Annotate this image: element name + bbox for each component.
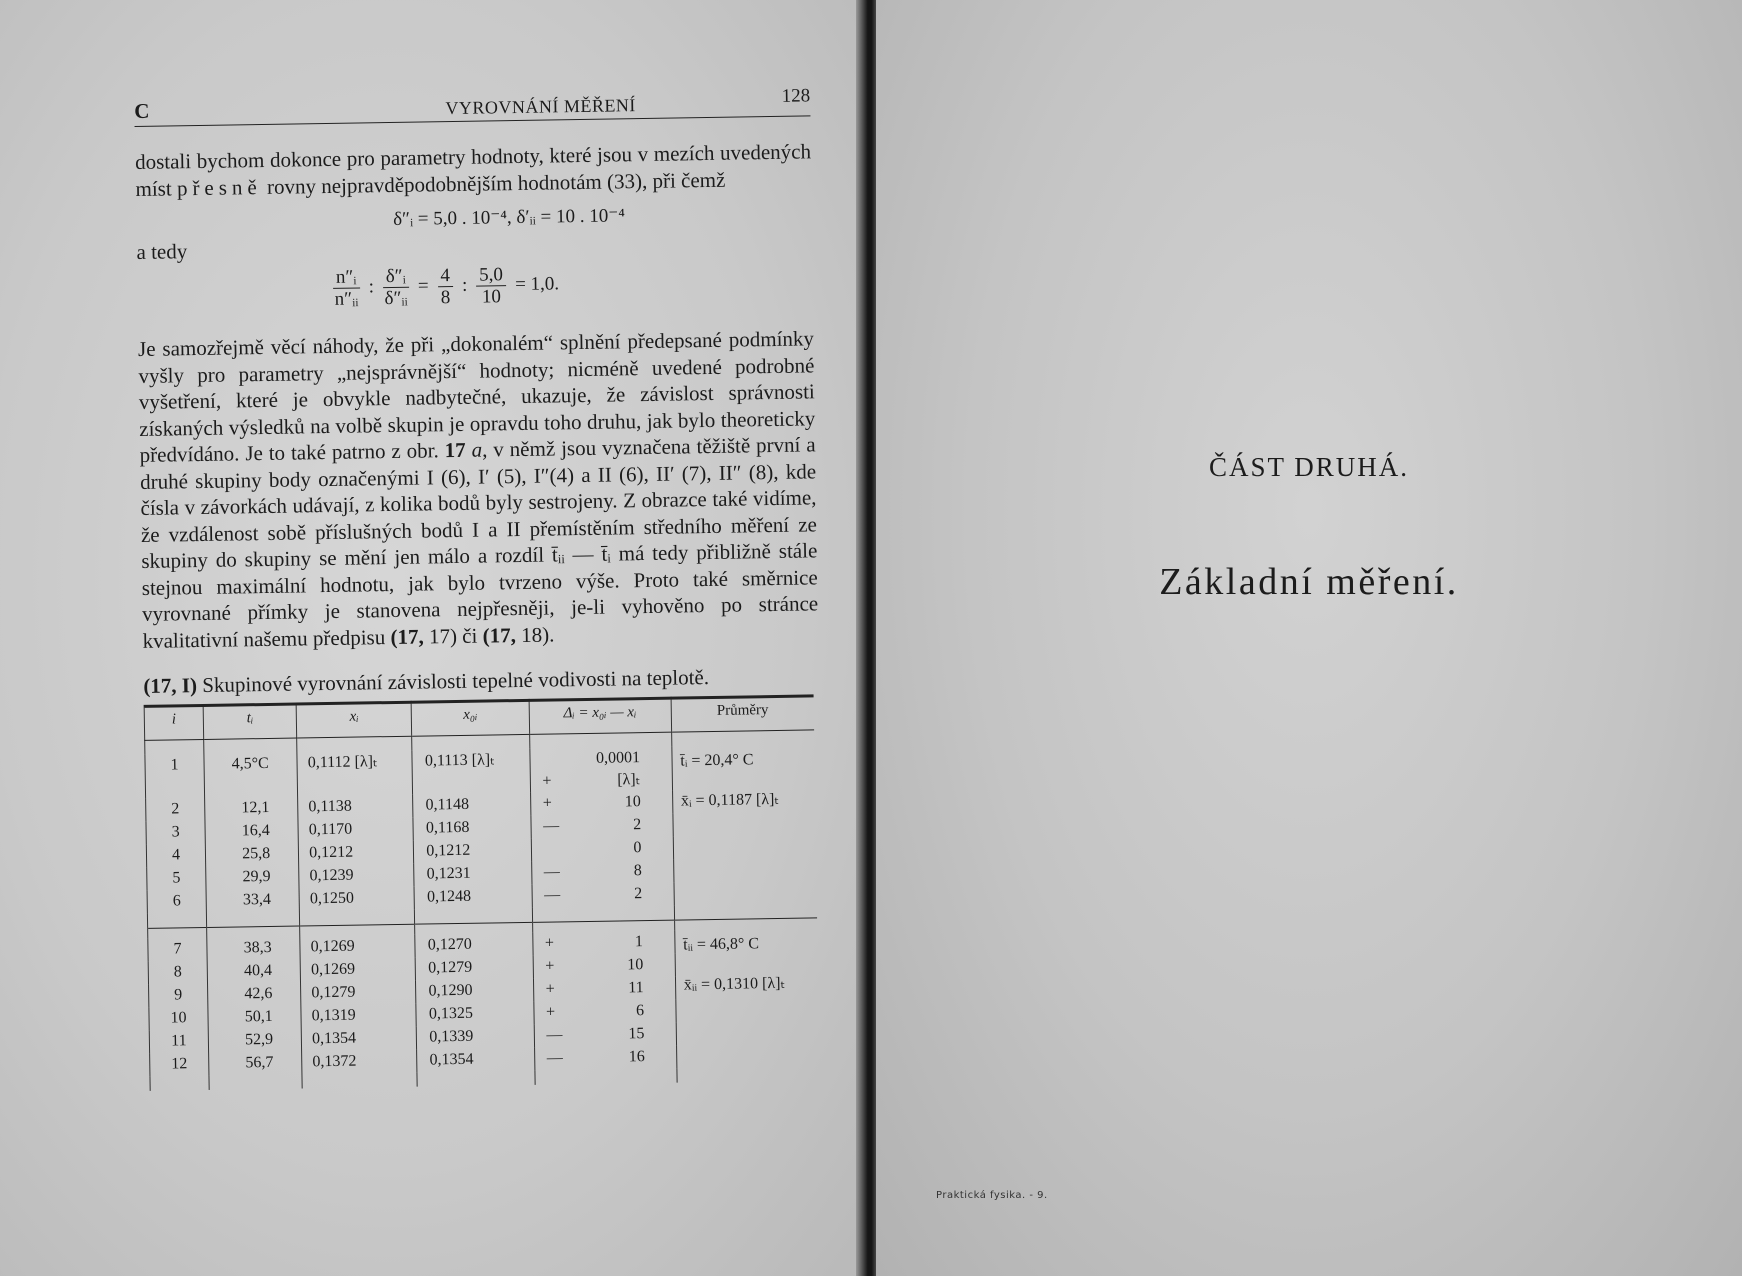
delta-value: 16 xyxy=(628,1048,645,1066)
header-averages: Průměry xyxy=(671,696,814,732)
delta-sign: — xyxy=(542,817,560,835)
delta-value: 11 xyxy=(628,979,644,997)
fraction-delta-numerator: δ″ᵢ xyxy=(383,265,409,287)
section-letter: C xyxy=(134,98,150,123)
cell-x0: 0,1212 xyxy=(414,839,532,864)
cell-x: 0,1269 xyxy=(300,935,416,960)
header-i: i xyxy=(144,705,204,740)
cell-t: 12,1 xyxy=(205,797,298,821)
cell-t: 25,8 xyxy=(205,843,298,867)
cell-x0: 0,1279 xyxy=(416,956,534,981)
delta-sign: — xyxy=(544,886,561,904)
cell-i: 9 xyxy=(149,984,208,1008)
data-table xyxy=(144,694,820,1090)
paragraph-1-end: rovny nejpravděpodobnějším hodnotám (33), při čemž xyxy=(266,167,726,199)
cell-x: 0,1212 xyxy=(299,841,415,866)
cell-delta xyxy=(533,977,676,1002)
cell-i: 12 xyxy=(150,1053,209,1077)
cell-i: 1 xyxy=(145,754,205,799)
cell-delta xyxy=(532,931,675,956)
cell-t: 56,7 xyxy=(209,1051,302,1075)
group1-averages xyxy=(672,744,817,905)
cell-x0: 0,1290 xyxy=(416,979,534,1004)
cell-x: 0,1354 xyxy=(301,1027,417,1052)
paragraph-2-start: Je samozřejmě věcí náhody, že při „dokonalém“ splnění předepsané podmínky vyšly pro parametry „nejsprávnější“ hodnoty; nicméně uvedené podrobné vyšetření, které je obvykle nadbytečné, ukazuje, že závislost správnosti získaných výsledků na volbě skupin je opravdu toho druhu, jak bylo theoreticky předvídáno. Je to také patrno z obr. xyxy=(137,326,816,467)
cell-x: 0,1112 [λ]ₜ xyxy=(297,751,413,797)
cell-i: 10 xyxy=(149,1007,208,1031)
cell-x0: 0,1113 [λ]ₜ xyxy=(412,749,530,795)
paragraph-1-emphasis: přesně xyxy=(176,174,262,200)
header-delta: Δᵢ = x₀ᵢ — xᵢ xyxy=(529,698,672,734)
cell-i: 7 xyxy=(148,938,207,962)
delta-sign: + xyxy=(544,934,555,952)
delta-value: 1 xyxy=(634,933,644,951)
paragraph-2 xyxy=(138,325,819,654)
cell-x0: 0,1248 xyxy=(414,885,532,910)
delta-sign: + xyxy=(545,980,555,998)
equals-1: = xyxy=(417,275,429,297)
fraction-n xyxy=(333,266,360,309)
cell-t: 40,4 xyxy=(207,959,300,983)
cell-x: 0,1279 xyxy=(301,981,417,1006)
equation-2 xyxy=(327,251,814,317)
colon-1: : xyxy=(368,276,375,298)
cell-x: 0,1138 xyxy=(298,795,414,820)
cell-t: 33,4 xyxy=(206,889,299,913)
cell-x0: 0,1339 xyxy=(417,1025,535,1050)
table-spacer-cell xyxy=(145,739,204,754)
group1-average-x: x̄ᵢ = 0,1187 [λ]ₜ xyxy=(680,790,780,810)
page-number: 128 xyxy=(781,85,811,107)
figure-reference-sub: a xyxy=(471,437,483,462)
delta-value: 0,0001 [λ]ₜ xyxy=(595,749,641,789)
running-head xyxy=(134,81,810,127)
cell-x: 0,1372 xyxy=(302,1050,418,1075)
fraction-4-8-numerator: 4 xyxy=(437,265,453,287)
right-page xyxy=(876,0,1742,1276)
delta-value: 8 xyxy=(633,862,642,880)
cell-t: 16,4 xyxy=(205,820,298,844)
reference-17-18-rest: 18). xyxy=(515,621,555,647)
fraction-n-numerator: n″ᵢ xyxy=(333,266,360,288)
figure-reference: 17 xyxy=(444,437,466,463)
fraction-n-denominator: n″ᵢᵢ xyxy=(334,288,359,310)
table-spacer-cell xyxy=(417,1071,534,1087)
cell-delta xyxy=(532,883,675,908)
fraction-5-10 xyxy=(476,264,506,307)
part-subtitle: Základní měření. xyxy=(1159,561,1459,603)
cell-i: 3 xyxy=(146,821,205,845)
table-spacer-cell xyxy=(302,1073,417,1089)
fraction-4-8-denominator: 8 xyxy=(440,286,451,308)
cell-delta xyxy=(533,1000,676,1025)
cell-delta xyxy=(531,837,674,862)
table-spacer-cell xyxy=(147,913,206,928)
cell-t: 50,1 xyxy=(208,1005,301,1029)
table-body xyxy=(145,730,820,1091)
table-spacer-cell xyxy=(209,1074,302,1089)
table-spacer-cell xyxy=(204,738,297,754)
colon-2: : xyxy=(461,274,468,296)
part-title: ČÁST DRUHÁ. xyxy=(1208,452,1410,482)
reference-17-17-rest: 17) či xyxy=(423,623,483,649)
fraction-5-10-numerator: 5,0 xyxy=(476,264,506,286)
delta-value: 0 xyxy=(633,839,642,857)
table-spacer-cell xyxy=(150,1076,209,1091)
cell-x: 0,1239 xyxy=(299,864,415,889)
delta-sign: + xyxy=(545,957,555,975)
cell-i: 8 xyxy=(148,961,207,985)
cell-x0: 0,1231 xyxy=(414,862,532,887)
table-spacer-cell xyxy=(206,912,299,928)
group2-average-t: t̄ᵢᵢ = 46,8° C xyxy=(683,935,760,954)
delta-value: 15 xyxy=(628,1025,645,1043)
cell-i: 2 xyxy=(146,798,205,822)
reference-17-18: (17, xyxy=(482,622,517,648)
left-page-content xyxy=(134,81,826,1090)
cell-x: 0,1250 xyxy=(299,887,415,912)
running-head-title: VYROVNÁNÍ MĚŘENÍ xyxy=(445,95,637,119)
fraction-delta-denominator: δ″ᵢᵢ xyxy=(384,287,408,309)
cell-x0: 0,1168 xyxy=(413,816,531,841)
cell-x: 0,1269 xyxy=(300,958,416,983)
delta-sign: — xyxy=(543,863,560,881)
reference-17-17: (17, xyxy=(390,624,424,649)
fraction-4-8 xyxy=(437,265,453,308)
header-t: tᵢ xyxy=(203,704,297,739)
paragraph-1-start: dostali bychom dokonce pro parametry hodnoty, které jsou v mezích uvedených míst xyxy=(134,139,812,201)
cell-x0: 0,1148 xyxy=(413,793,531,818)
cell-delta xyxy=(533,954,676,979)
delta-sign: — xyxy=(546,1026,563,1044)
delta-sign: + xyxy=(542,772,552,790)
cell-t: 4,5°C xyxy=(204,753,298,798)
delta-value: 2 xyxy=(632,816,642,834)
cell-x0: 0,1354 xyxy=(417,1048,535,1073)
cell-delta xyxy=(529,747,672,793)
delta-sign: + xyxy=(545,1003,556,1021)
delta-sign: + xyxy=(542,794,552,812)
header-x0: x₀ᵢ xyxy=(411,700,529,736)
cell-delta xyxy=(534,1023,677,1048)
equation-2-result: = 1,0. xyxy=(514,273,560,296)
fraction-delta xyxy=(383,265,410,308)
cell-t: 38,3 xyxy=(207,936,300,960)
fraction-5-10-denominator: 10 xyxy=(481,285,502,308)
table-caption xyxy=(143,663,819,699)
cell-x: 0,1170 xyxy=(298,818,414,843)
left-page xyxy=(0,0,862,1276)
table-caption-text: Skupinové vyrovnání závislosti tepelné vodivosti na teplotě. xyxy=(196,665,710,698)
cell-delta xyxy=(531,860,674,885)
group2-averages xyxy=(674,928,819,1068)
cell-x0: 0,1325 xyxy=(416,1002,534,1027)
cell-i: 11 xyxy=(149,1030,208,1054)
delta-sign: — xyxy=(546,1049,563,1067)
cell-t: 52,9 xyxy=(208,1028,301,1052)
delta-sign xyxy=(544,853,590,854)
table-spacer-cell xyxy=(534,1069,676,1085)
cell-x: 0,1319 xyxy=(301,1004,417,1029)
cell-delta xyxy=(534,1046,677,1071)
delta-value: 2 xyxy=(634,885,643,903)
table-caption-ref: (17, I) xyxy=(143,673,198,698)
printer-signature: Praktická fysika. - 9. xyxy=(936,1190,1048,1201)
header-x: xᵢ xyxy=(296,702,412,738)
table-spacer-cell xyxy=(677,1066,820,1082)
cell-i: 6 xyxy=(147,890,206,914)
delta-value: 6 xyxy=(635,1002,645,1020)
group1-average-t: t̄ᵢ = 20,4° C xyxy=(680,751,754,770)
cell-x0: 0,1270 xyxy=(415,933,533,958)
paragraph-1 xyxy=(135,138,812,202)
a-tedy-text: a tedy xyxy=(136,239,188,264)
paragraph-2-body: , v němž jsou vyznačena těžiště první a druhé skupiny body označenými I (6), I′ (5), I″(4) a II (6), II′ (7), II″ (8), kde čísla v závorkách udávají, z kolika bodů byly sestrojeny. Z obrazce také vidíme, že vzdálenost sobě příslušných bodů I a II přemístěním středního měření ze skupiny do skupiny se mění jen málo a rozdíl t̄ᵢᵢ — t̄ᵢ má tedy přibližně stále stejnou maximální hodnotu, jak bylo tvrzeno výše. Proto také směrnice vyrovnané přímky je stanovena nejpřesněji, je-li vyhověno po stránce kvalitativní našemu předpisu xyxy=(139,432,819,653)
group2-average-x: x̄ᵢᵢ = 0,1310 [λ]ₜ xyxy=(683,974,786,994)
table-row xyxy=(145,744,815,799)
cell-delta xyxy=(530,791,673,816)
cell-t: 42,6 xyxy=(208,982,301,1006)
equation-1: δ″ᵢ = 5,0 . 10⁻⁴, δ′ᵢᵢ = 10 . 10⁻⁴ xyxy=(392,205,626,230)
cell-t: 29,9 xyxy=(206,866,299,890)
delta-value: 10 xyxy=(624,793,641,811)
cell-delta xyxy=(530,814,673,839)
delta-value: 10 xyxy=(627,956,644,974)
cell-i: 4 xyxy=(146,844,205,868)
cell-i: 5 xyxy=(147,867,206,891)
